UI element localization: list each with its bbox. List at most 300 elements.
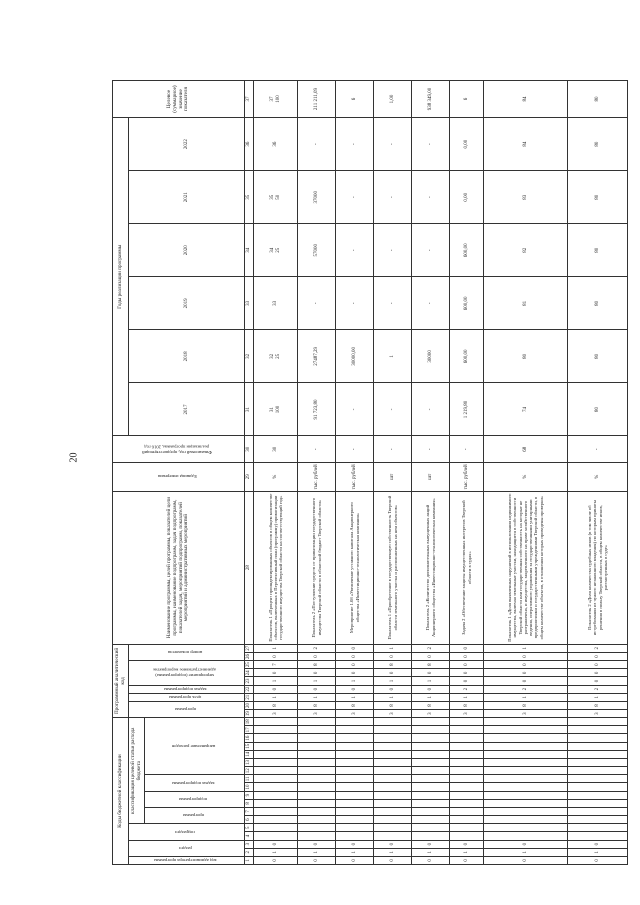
code-cell: 8 [412, 661, 450, 669]
fin-year-cell: 68 [484, 436, 568, 463]
code-cell: 0 [412, 840, 450, 848]
code-cell: 3 [336, 710, 374, 718]
header-target: Целевое (суммарное) значение показателя [113, 81, 245, 118]
code-cell [374, 734, 412, 742]
code-cell [298, 758, 336, 766]
code-cell [374, 726, 412, 734]
year-value-cell: 34 25 [254, 224, 298, 277]
code-cell [254, 783, 298, 791]
code-cell [374, 816, 412, 824]
code-cell: 1 [484, 848, 568, 856]
year-value-cell: - [336, 224, 374, 277]
code-cell: 0 [450, 856, 484, 864]
year-value-cell: - [374, 277, 412, 330]
header-years: Годы реализации программы [113, 118, 129, 436]
year-value-cell: 91 723,80 [298, 383, 336, 436]
code-cell [450, 718, 484, 726]
code-cell: 0 [568, 669, 628, 677]
code-cell [568, 718, 628, 726]
program-indicators-table [112, 80, 628, 865]
code-cell: 0 [254, 669, 298, 677]
column-number: 10 [245, 783, 254, 791]
header-year-2019: 2019 [129, 277, 245, 330]
code-cell: 8 [336, 701, 374, 709]
code-cell: 0 [374, 669, 412, 677]
code-cell [254, 742, 298, 750]
code-cell: 1 [412, 677, 450, 685]
code-cell: 0 [412, 856, 450, 864]
column-number: 17 [245, 726, 254, 734]
code-cell: 3 [484, 710, 568, 718]
indicator-name: Показатель 1 «Процент проиндексированных объектов в общем количестве объектов, включенных в Перспективный план (программу) приватизации государственного имущества Тверской области на соответствующий год» [254, 491, 298, 644]
code-cell [254, 807, 298, 815]
year-value-cell: 1 219,80 [450, 383, 484, 436]
code-cell [450, 750, 484, 758]
year-value-cell: - [298, 277, 336, 330]
year-value-cell: 37000 [298, 171, 336, 224]
code-cell [298, 767, 336, 775]
year-value-cell: 0,00 [450, 171, 484, 224]
code-cell: 0 [450, 677, 484, 685]
year-value-cell: 600,00 [450, 224, 484, 277]
header-programma: программа [145, 807, 245, 823]
code-cell: 0 [412, 652, 450, 660]
code-cell: 8 [450, 701, 484, 709]
code-cell: 1 [336, 677, 374, 685]
header-napravlenie: направление расходов [145, 718, 245, 775]
column-number: 2 [245, 848, 254, 856]
code-cell: 0 [336, 685, 374, 693]
code-cell: 0 [298, 856, 336, 864]
code-cell: 0 [298, 840, 336, 848]
header-classif: классификация целевой статьи расхода бюджета [129, 718, 145, 824]
code-cell [254, 791, 298, 799]
year-value-cell: 600,00 [450, 330, 484, 383]
column-number: 15 [245, 742, 254, 750]
column-number: 36 [245, 118, 254, 171]
table-row [336, 81, 374, 865]
code-cell: 0 [412, 669, 450, 677]
code-cell [412, 767, 450, 775]
code-cell [336, 718, 374, 726]
code-cell [568, 832, 628, 840]
code-cell [298, 832, 336, 840]
code-cell: 3 [450, 710, 484, 718]
year-value-cell: 80 [484, 330, 568, 383]
code-cell [412, 758, 450, 766]
header-year-2022: 2022 [129, 118, 245, 171]
code-cell: 0 [484, 856, 568, 864]
code-cell [374, 791, 412, 799]
code-cell [254, 767, 298, 775]
code-cell: 0 [568, 856, 628, 864]
year-value-cell: 80 [568, 171, 628, 224]
column-number: 37 [245, 81, 254, 118]
column-number: 11 [245, 775, 254, 783]
code-cell [450, 775, 484, 783]
code-cell [374, 832, 412, 840]
code-cell: 0 [450, 669, 484, 677]
code-cell: 0 [568, 661, 628, 669]
code-cell [450, 734, 484, 742]
code-cell: 8 [298, 701, 336, 709]
code-cell [412, 816, 450, 824]
code-cell [450, 791, 484, 799]
code-cell: 0 [450, 840, 484, 848]
code-cell [450, 799, 484, 807]
code-cell [484, 750, 568, 758]
year-value-cell: 74 [484, 383, 568, 436]
target-value-cell: 1,00 [374, 81, 412, 118]
column-number: 29 [245, 463, 254, 492]
target-value-cell: 80 [568, 81, 628, 118]
year-value-cell: 35 50 [254, 171, 298, 224]
year-value-cell: 80 [568, 118, 628, 171]
code-cell [568, 807, 628, 815]
code-cell: 8 [568, 701, 628, 709]
code-cell: 1 [412, 693, 450, 701]
column-number: 3 [245, 840, 254, 848]
code-cell: 0 [298, 669, 336, 677]
code-cell: 8 [254, 701, 298, 709]
code-cell [450, 824, 484, 832]
year-value-cell: 33 [254, 277, 298, 330]
fin-year-cell: - [298, 436, 336, 463]
code-cell [484, 783, 568, 791]
code-cell [412, 799, 450, 807]
column-number: 14 [245, 750, 254, 758]
code-cell [254, 824, 298, 832]
code-cell: 2 [568, 644, 628, 652]
code-cell: 1 [412, 848, 450, 856]
code-cell [412, 726, 450, 734]
code-cell [336, 807, 374, 815]
target-value-cell: 6 [450, 81, 484, 118]
code-cell [298, 791, 336, 799]
code-cell [450, 742, 484, 750]
column-number: 18 [245, 718, 254, 726]
code-cell [336, 734, 374, 742]
code-cell: 0 [254, 856, 298, 864]
year-value-cell: 80 [568, 277, 628, 330]
code-cell [484, 824, 568, 832]
indicator-name: Показатель 2 «Доля количества судебных исков (в том числе об истребовании из чужого незаконного владения) по которым приняты решения в пользу Тверской области, в общем количестве исков, рассмотренных в суде» [568, 491, 628, 644]
code-cell [336, 799, 374, 807]
code-cell [336, 783, 374, 791]
year-value-cell: - [374, 383, 412, 436]
code-cell: 0 [254, 685, 298, 693]
code-cell: 1 [484, 693, 568, 701]
year-value-cell: - [336, 171, 374, 224]
code-cell: 1 [336, 693, 374, 701]
code-cell [568, 783, 628, 791]
code-cell [568, 758, 628, 766]
code-cell [374, 775, 412, 783]
year-value-cell: - [412, 224, 450, 277]
code-cell: 2 [450, 685, 484, 693]
code-cell: 0 [568, 652, 628, 660]
year-value-cell: 30000 [412, 330, 450, 383]
code-cell [450, 832, 484, 840]
code-cell [568, 824, 628, 832]
indicator-name: Показатель 2 «Количество дополнительных выпущенных акций Акционерного общества «Инвестиционно-технологическая компания» [412, 491, 450, 644]
column-number: 8 [245, 799, 254, 807]
year-value-cell: - [374, 171, 412, 224]
unit-cell: тыс. рублей [298, 463, 336, 492]
code-cell: 0 [336, 840, 374, 848]
code-cell [484, 726, 568, 734]
code-cell [484, 775, 568, 783]
code-cell [298, 726, 336, 734]
code-cell: 0 [298, 652, 336, 660]
year-value-cell: - [412, 383, 450, 436]
code-cell: 1 [298, 677, 336, 685]
code-cell [568, 734, 628, 742]
code-cell: 0 [568, 677, 628, 685]
code-cell [412, 718, 450, 726]
code-cell [254, 799, 298, 807]
column-number: 31 [245, 383, 254, 436]
code-cell: 0 [374, 685, 412, 693]
code-cell: 0 [336, 661, 374, 669]
code-cell: 1 [254, 677, 298, 685]
code-cell [374, 718, 412, 726]
table-row [254, 81, 298, 865]
year-value-cell: - [412, 171, 450, 224]
target-value-cell: 84 [484, 81, 568, 118]
target-value-cell: 211 211,09 [298, 81, 336, 118]
year-value-cell: 80 [568, 224, 628, 277]
indicator-name: Показатель 2 «Поступление средств от приватизации государственного имущества Тверской области в областной бюджет Тверской области» [298, 491, 336, 644]
code-cell [374, 799, 412, 807]
code-cell [412, 750, 450, 758]
code-cell: 0 [568, 840, 628, 848]
code-cell [254, 758, 298, 766]
column-number: 5 [245, 824, 254, 832]
code-cell: 0 [484, 661, 568, 669]
header-year-2020: 2020 [129, 224, 245, 277]
column-number: 16 [245, 734, 254, 742]
code-cell [568, 799, 628, 807]
code-cell: 2 [484, 685, 568, 693]
code-cell: 1 [374, 693, 412, 701]
code-cell: 1 [450, 693, 484, 701]
code-cell: 0 [484, 669, 568, 677]
code-cell: 0 [298, 685, 336, 693]
code-cell: 3 [568, 710, 628, 718]
year-value-cell: 82 [484, 224, 568, 277]
code-cell: 3 [412, 710, 450, 718]
code-cell: 1 [374, 848, 412, 856]
code-cell [484, 791, 568, 799]
year-value-cell: - [374, 224, 412, 277]
code-cell [254, 750, 298, 758]
column-number: 23 [245, 677, 254, 685]
column-number: 26 [245, 652, 254, 660]
code-cell: 8 [374, 661, 412, 669]
indicator-name: Показатель 1 «Приобретение в государственную собственность Тверской области земельного участка и расположенных на нем объектов» [374, 491, 412, 644]
code-cell [484, 758, 568, 766]
column-number: 28 [245, 491, 254, 644]
code-cell: 8 [412, 701, 450, 709]
code-cell [254, 816, 298, 824]
code-cell: 1 [568, 693, 628, 701]
column-numbers-row [245, 81, 254, 865]
code-cell [412, 734, 450, 742]
code-cell: 1 [254, 644, 298, 652]
table-row [450, 81, 484, 865]
code-cell [484, 734, 568, 742]
code-cell: 8 [298, 661, 336, 669]
header-prog2: программа [129, 701, 245, 717]
code-cell [374, 807, 412, 815]
code-cell [336, 726, 374, 734]
code-cell: 1 [254, 848, 298, 856]
year-value-cell: 57000 [298, 224, 336, 277]
year-value-cell: 27487,29 [298, 330, 336, 383]
year-value-cell: - [412, 277, 450, 330]
code-cell: 8 [374, 701, 412, 709]
code-cell [254, 726, 298, 734]
code-cell [450, 783, 484, 791]
code-cell: 0 [374, 840, 412, 848]
indicator-name: Мероприятие 1.08 «Увеличение уставного капитала Акционерного общества «Инвестиционно-технологическая компания» [336, 491, 374, 644]
code-cell [568, 742, 628, 750]
code-cell: 0 [336, 652, 374, 660]
code-cell: 3 [254, 710, 298, 718]
code-cell [298, 775, 336, 783]
code-cell [374, 767, 412, 775]
code-cell: 1 [450, 848, 484, 856]
code-cell [336, 750, 374, 758]
code-cell [412, 783, 450, 791]
year-value-cell: 80 [568, 330, 628, 383]
program-table-container [112, 80, 608, 865]
code-cell: 0 [484, 652, 568, 660]
code-cell [298, 783, 336, 791]
fin-year-cell: - [336, 436, 374, 463]
header-program-code: Программный аналитический код [113, 644, 129, 718]
indicator-name: Задача 2 «Обеспечение защиты имущественных интересов Тверской области в судах» [450, 491, 484, 644]
header-razdel: раздел [129, 840, 245, 856]
code-cell: 0 [336, 644, 374, 652]
column-number: 34 [245, 224, 254, 277]
code-cell [568, 726, 628, 734]
target-value-cell: 37 100 [254, 81, 298, 118]
year-value-cell: 600,00 [450, 277, 484, 330]
code-cell [254, 734, 298, 742]
code-cell [254, 832, 298, 840]
code-cell: 0 [484, 677, 568, 685]
code-cell [484, 742, 568, 750]
column-number: 13 [245, 758, 254, 766]
code-cell [450, 758, 484, 766]
unit-cell: % [484, 463, 568, 492]
code-cell [336, 775, 374, 783]
code-cell [374, 824, 412, 832]
code-cell [450, 726, 484, 734]
target-value-cell: 6 [336, 81, 374, 118]
code-cell: 8 [484, 701, 568, 709]
code-cell [484, 767, 568, 775]
code-cell [412, 742, 450, 750]
column-number: 4 [245, 832, 254, 840]
code-cell [568, 775, 628, 783]
header-admin: код администратора программы [129, 856, 245, 864]
code-cell [298, 750, 336, 758]
code-cell [336, 824, 374, 832]
year-value-cell: 84 [484, 118, 568, 171]
page-number: 20 [68, 452, 80, 463]
table-row [568, 81, 628, 865]
unit-cell: тыс. рублей [336, 463, 374, 492]
year-value-cell: 80 [568, 383, 628, 436]
year-value-cell: - [374, 118, 412, 171]
code-cell: 1 [298, 848, 336, 856]
code-cell [484, 816, 568, 824]
header-year-2017: 2017 [129, 383, 245, 436]
fin-year-cell: 30 [254, 436, 298, 463]
column-number: 30 [245, 436, 254, 463]
code-cell: 0 [336, 669, 374, 677]
code-cell: 2 [412, 644, 450, 652]
year-value-cell: 32 25 [254, 330, 298, 383]
code-cell: 0 [450, 652, 484, 660]
year-value-cell: 36 [254, 118, 298, 171]
code-cell [568, 750, 628, 758]
year-value-cell: - [412, 118, 450, 171]
code-cell: 7 [254, 661, 298, 669]
code-cell [484, 718, 568, 726]
column-number: 12 [245, 767, 254, 775]
code-cell [336, 832, 374, 840]
table-row [374, 81, 412, 865]
column-number: 1 [245, 856, 254, 864]
code-cell: 0 [450, 644, 484, 652]
header-zadacha: задача подпрограммы [145, 775, 245, 791]
code-cell [336, 767, 374, 775]
code-cell [254, 718, 298, 726]
column-number: 35 [245, 171, 254, 224]
header-meropr: мероприятие (подпрограммы) административное мероприятие [129, 661, 245, 685]
code-cell [412, 824, 450, 832]
code-cell: 0 [412, 685, 450, 693]
column-number: 24 [245, 669, 254, 677]
year-value-cell: 83 [484, 171, 568, 224]
column-number: 20 [245, 701, 254, 709]
year-value-cell: - [298, 118, 336, 171]
code-cell [568, 816, 628, 824]
code-cell: 1 [484, 644, 568, 652]
header-kbk: Коды бюджетной классификации [113, 718, 129, 865]
header-podrazdel: подраздел [129, 824, 245, 840]
unit-cell: шт [374, 463, 412, 492]
code-cell [484, 807, 568, 815]
code-cell [412, 775, 450, 783]
code-cell: 1 [568, 848, 628, 856]
code-cell [450, 807, 484, 815]
code-cell [374, 750, 412, 758]
code-cell: 1 [374, 644, 412, 652]
year-value-cell: - [336, 277, 374, 330]
code-cell [336, 742, 374, 750]
code-cell [484, 799, 568, 807]
code-cell: 1 [336, 848, 374, 856]
header-podprogramma: подпрограмма [145, 791, 245, 807]
header-fin-year: Финансовый год, предшествующий реализации программы, 2016 год [113, 436, 245, 463]
code-cell: 0 [254, 840, 298, 848]
header-year-2018: 2018 [129, 330, 245, 383]
